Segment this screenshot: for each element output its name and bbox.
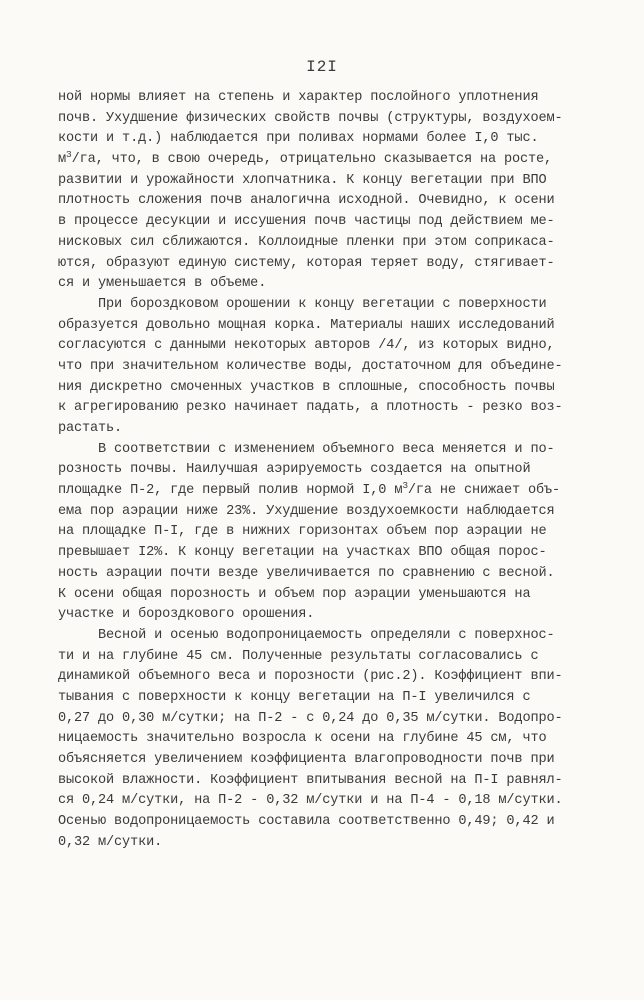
text-line (58, 129, 618, 150)
text-line (58, 336, 618, 357)
text-line-segment: участке и бороздкового орошения. (58, 607, 315, 623)
text-line-segment: кости и т.д.) наблюдается при поливах нормами более I,0 тыс. (58, 131, 539, 147)
text-line (58, 191, 618, 212)
body-text (58, 88, 618, 853)
text-line (58, 295, 618, 316)
text-line-segment: /га не снижает объ- (407, 483, 561, 499)
text-line-segment: ницаемость значительно возросла к осени на глубине 45 см, что (58, 731, 547, 747)
text-line-segment: 0,32 м/сутки. (58, 834, 163, 850)
text-line (58, 543, 618, 564)
text-line (58, 605, 618, 626)
text-line-segment: динамикой объемного веса и порозности (рис.2). Коэффициент впи- (58, 669, 563, 685)
text-line (58, 419, 618, 440)
text-line (58, 564, 618, 585)
text-line (58, 481, 618, 502)
text-line-segment: ния дискретно смоченных участков в сплошные, способность почвы (58, 379, 555, 395)
text-line (58, 316, 618, 337)
text-line-segment: образуется довольно мощная корка. Материалы наших исследований (58, 317, 555, 333)
text-line-segment: развитии и урожайности хлопчатника. К концу вегетации при ВПО (58, 172, 547, 188)
text-line-segment: м (58, 152, 67, 168)
text-line (58, 150, 618, 171)
text-line (58, 233, 618, 254)
text-line-segment: согласуются с данными некоторых авторов /4/, из которых видно, (58, 338, 555, 354)
text-line-segment: к агрегированию резко начинает падать, а плотность - резко воз- (58, 400, 563, 416)
text-line-segment: превышает I2%. К концу вегетации на участках ВПО общая порос- (58, 545, 547, 561)
text-line (58, 460, 618, 481)
text-line (58, 585, 618, 606)
text-line-segment: 0,27 до 0,30 м/сутки; на П-2 - с 0,24 до 0,35 м/сутки. Водопро- (58, 710, 563, 726)
text-line (58, 440, 618, 461)
text-line-segment: розность почвы. Наилучшая аэрируемость создается на опытной (58, 462, 531, 478)
text-line (58, 398, 618, 419)
text-line-segment: на площадке П-I, где в нижних горизонтах объем пор аэрации не (58, 524, 547, 540)
text-line-segment: /га, что, в свою очередь, отрицательно сказывается на росте, (71, 152, 553, 168)
superscript-exponent: 3 (66, 149, 72, 161)
text-line-segment: Весной и осенью водопроницаемость определяли с поверхнос- (58, 627, 555, 643)
text-line (58, 729, 618, 750)
text-line-segment: почв. Ухудшение физических свойств почвы (структуры, воздухоем- (58, 110, 563, 126)
text-line-segment: что при значительном количестве воды, достаточном для объедине- (58, 358, 563, 374)
text-line-segment: ной нормы влияет на степень и характер послойного уплотнения (58, 90, 539, 105)
text-line-segment: плотность сложения почв аналогична исходной. Очевидно, к осени (58, 193, 555, 209)
text-line-segment: ема пор аэрации ниже 23%. Ухудшение воздухоемкости наблюдается (58, 503, 555, 519)
text-line (58, 626, 618, 647)
text-line (58, 750, 618, 771)
text-line-segment: В соответствии с изменением объемного веса меняется и по- (58, 441, 555, 457)
text-line (58, 254, 618, 275)
text-line (58, 357, 618, 378)
text-line (58, 109, 618, 130)
text-line-segment: тывания с поверхности к концу вегетации на П-I увеличился с (58, 689, 531, 705)
text-line (58, 522, 618, 543)
text-line-segment: ются, образуют единую систему, которая теряет воду, стягивает- (58, 255, 555, 271)
text-line (58, 771, 618, 792)
text-line (58, 212, 618, 233)
text-line (58, 88, 618, 109)
superscript-exponent: 3 (402, 480, 408, 492)
text-line-segment: ти и на глубине 45 см. Полученные результаты согласовались с (58, 648, 539, 664)
text-line-segment: К осени общая порозность и объем пор аэрации уменьшаются на (58, 586, 531, 602)
text-line (58, 688, 618, 709)
text-line (58, 812, 618, 833)
text-line-segment: объясняется увеличением коэффициента влагопроводности почв при (58, 752, 555, 767)
text-line-segment: площадке П-2, где первый полив нормой I,0 м (58, 483, 403, 499)
text-line-segment: в процессе десукции и иссушения почв частицы под действием ме- (58, 214, 555, 230)
text-line (58, 667, 618, 688)
text-line (58, 378, 618, 399)
text-line-segment: растать. (58, 421, 123, 436)
text-line-segment: Осенью водопроницаемость составила соответственно 0,49; 0,42 и (58, 814, 555, 830)
text-line (58, 647, 618, 668)
text-line-segment: ность аэрации почти везде увеличивается по сравнению с весной. (58, 565, 555, 581)
text-line-segment: При бороздковом орошении к концу вегетации с поверхности (58, 296, 547, 312)
text-line (58, 274, 618, 295)
text-line (58, 709, 618, 730)
text-line (58, 171, 618, 192)
text-line (58, 833, 618, 854)
text-line-segment: нисковых сил сближаются. Коллоидные пленки при этом соприкаса- (58, 234, 555, 250)
text-line-segment: высокой влажности. Коэффициент впитывания весной на П-I равнял- (58, 772, 563, 788)
text-line-segment: ся и уменьшается в объеме. (58, 276, 267, 292)
text-line-segment: ся 0,24 м/сутки, на П-2 - 0,32 м/сутки и на П-4 - 0,18 м/сутки. (58, 793, 563, 809)
text-line (58, 502, 618, 523)
page-number: I2I (306, 58, 338, 76)
text-line (58, 791, 618, 812)
